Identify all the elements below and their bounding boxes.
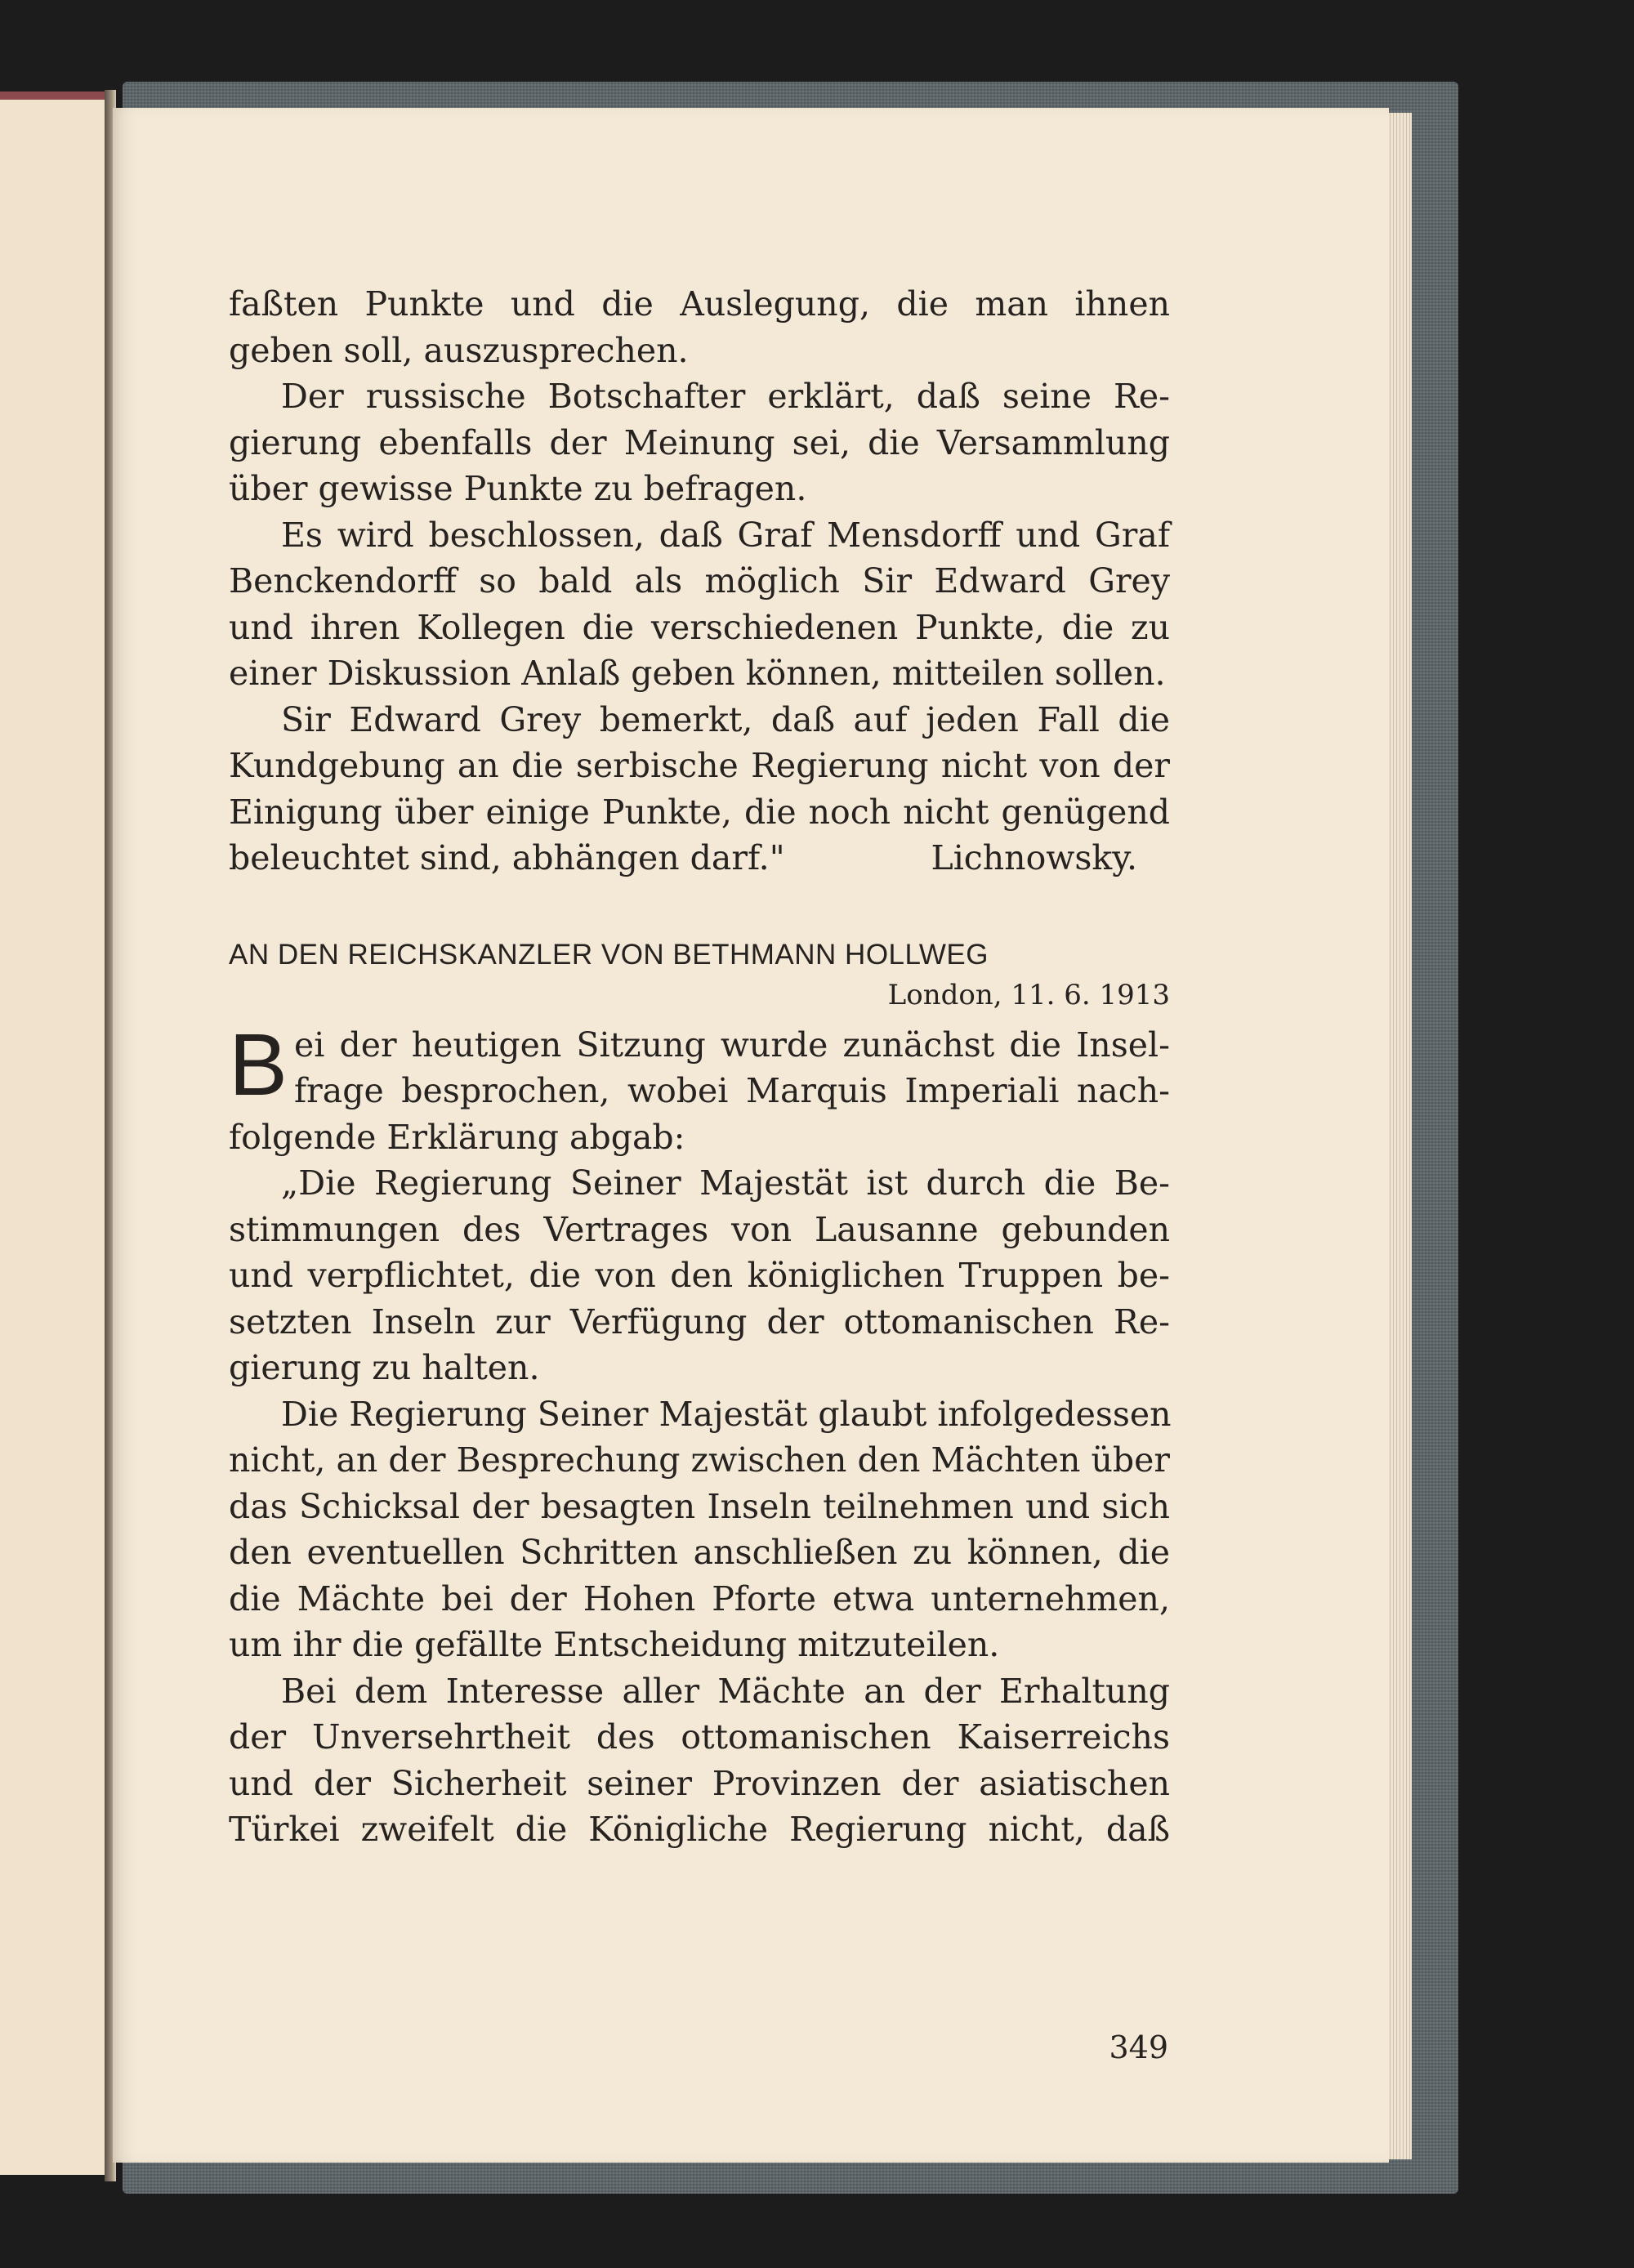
signature: Lichnowsky. bbox=[931, 838, 1137, 877]
text-line: Sir Edward Grey bemerkt, daß auf jeden Fall die bbox=[281, 699, 1170, 739]
paragraph bbox=[229, 1391, 1170, 1668]
top-paragraphs bbox=[229, 281, 1170, 882]
text-line: beleuchtet sind, abhängen darf." bbox=[229, 838, 785, 877]
paragraph bbox=[229, 281, 1170, 373]
text-line: Der russische Botschafter erklärt, daß seine Re- bbox=[281, 377, 1170, 416]
previous-page-edge bbox=[0, 100, 110, 2175]
paragraph bbox=[229, 373, 1170, 512]
book-page bbox=[113, 108, 1389, 2163]
text-line: das Schicksal der besagten Inseln teilnehmen und sich bbox=[229, 1486, 1170, 1526]
text-line: geben soll, auszusprechen. bbox=[229, 330, 689, 370]
text-line: und der Sicherheit seiner Provinzen der asiatischen bbox=[229, 1763, 1170, 1803]
text-line: folgende Erklärung abgab: bbox=[229, 1117, 685, 1157]
text-line: die Mächte bei der Hohen Pforte etwa unternehmen, bbox=[229, 1578, 1170, 1618]
dropcap-paragraph bbox=[229, 1014, 1170, 1161]
text-line: Türkei zweifelt die Königliche Regierung nicht, daß bbox=[229, 1810, 1170, 1849]
text-line: über gewisse Punkte zu befragen. bbox=[229, 469, 807, 508]
text-line: den eventuellen Schritten anschließen zu können, die bbox=[229, 1533, 1170, 1572]
paragraph bbox=[229, 697, 1170, 882]
page-text bbox=[229, 281, 1170, 1853]
text-line: und verpflichtet, die von den königlichen Truppen be- bbox=[229, 1256, 1170, 1295]
text-line: Kundgebung an die serbische Regierung nicht von der bbox=[229, 746, 1170, 785]
text-line: gierung ebenfalls der Meinung sei, die Versammlung bbox=[229, 422, 1170, 462]
section-heading: AN DEN REICHSKANZLER VON BETHMANN HOLLWEG bbox=[229, 938, 989, 971]
closing-line bbox=[229, 835, 1170, 882]
text-line: nicht, an der Besprechung zwischen den Mächten über bbox=[229, 1440, 1170, 1480]
paragraph bbox=[229, 1160, 1170, 1391]
text-line: Bei dem Interesse aller Mächte an der Erhaltung bbox=[281, 1671, 1170, 1711]
text-line: gierung zu halten. bbox=[229, 1348, 540, 1387]
text-line: ei der heutigen Sitzung wurde zunächst die Insel- bbox=[294, 1025, 1170, 1065]
paragraph bbox=[229, 512, 1170, 697]
text-line: einer Diskussion Anlaß geben können, mitteilen sollen. bbox=[229, 654, 1166, 693]
text-line: faßten Punkte und die Auslegung, die man ihnen bbox=[229, 284, 1170, 324]
text-line: Einigung über einige Punkte, die noch nicht genügend bbox=[229, 792, 1170, 832]
text-line: stimmungen des Vertrages von Lausanne gebunden bbox=[229, 1209, 1170, 1249]
bottom-paragraphs bbox=[229, 1160, 1170, 1853]
text-line: frage besprochen, wobei Marquis Imperiali nach- bbox=[294, 1071, 1170, 1110]
text-line: Es wird beschlossen, daß Graf Mensdorff und Graf bbox=[281, 515, 1170, 555]
text-line: „Die Regierung Seiner Majestät ist durch die Be- bbox=[281, 1163, 1170, 1203]
drop-cap: B bbox=[229, 1014, 288, 1114]
text-line: Die Regierung Seiner Majestät glaubt infolgedessen bbox=[281, 1394, 1172, 1434]
text-line: setzten Inseln zur Verfügung der ottomanischen Re- bbox=[229, 1301, 1170, 1342]
paragraph bbox=[229, 1668, 1170, 1853]
text-line: um ihr die gefällte Entscheidung mitzuteilen. bbox=[229, 1625, 1000, 1664]
text-line: und ihren Kollegen die verschiedenen Punkte, die zu bbox=[229, 607, 1170, 647]
text-line: der Unversehrtheit des ottomanischen Kaiserreichs bbox=[229, 1717, 1170, 1757]
dateline: London, 11. 6. 1913 bbox=[887, 978, 1170, 1011]
text-line: Benckendorff so bald als möglich Sir Edward Grey bbox=[229, 561, 1170, 600]
page-number: 349 bbox=[1109, 2029, 1168, 2065]
